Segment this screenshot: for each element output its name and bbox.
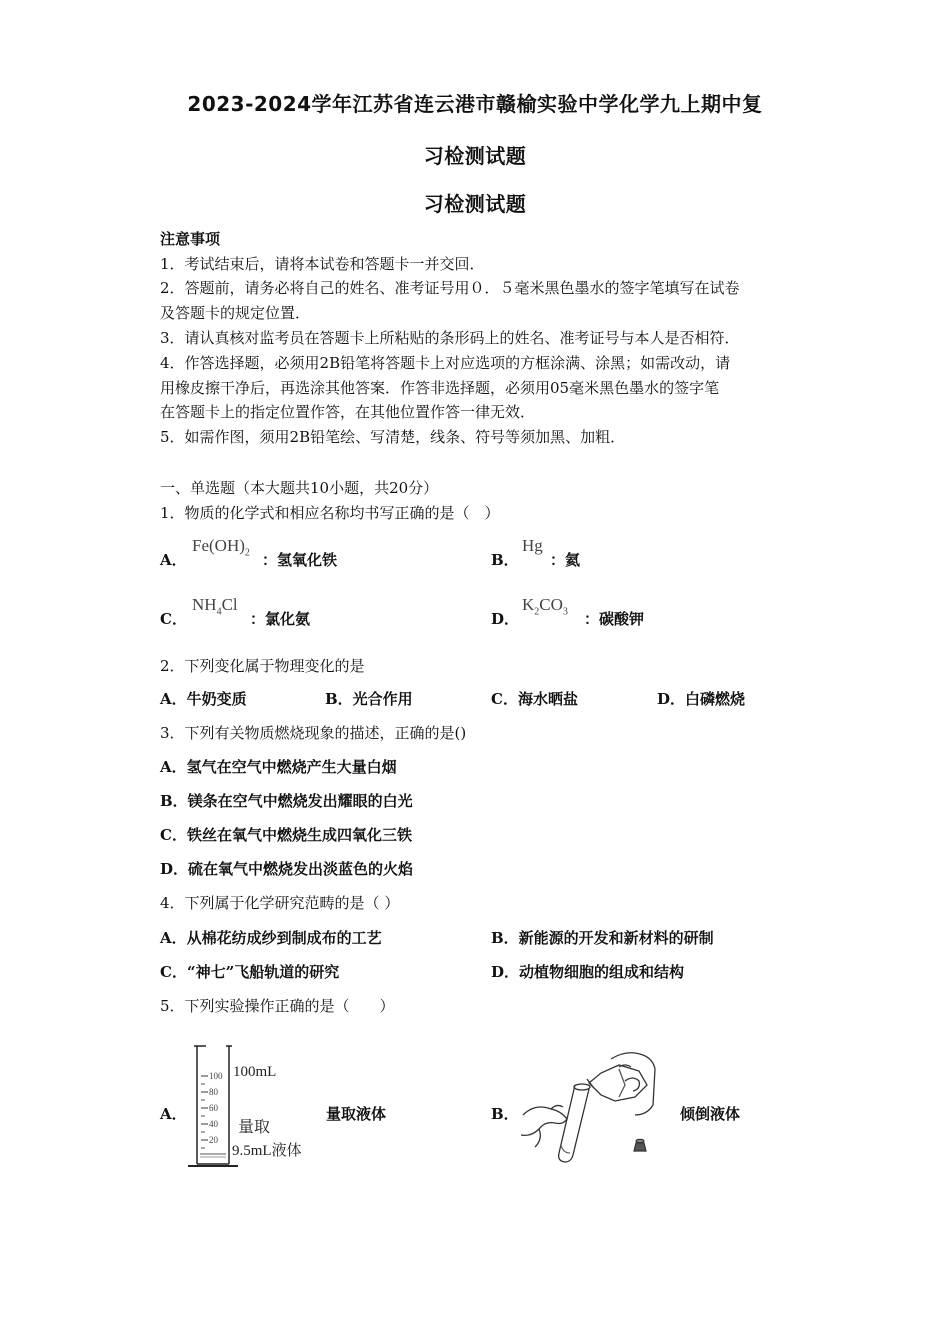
notice-heading: 注意事项 [160,230,221,248]
q3-option-a: A．氢气在空气中燃烧产生大量白烟 [160,758,397,776]
question-5-stem: 5．下列实验操作正确的是（ ） [160,997,395,1015]
q1-option-c-name: ：氯化氨 [250,610,311,628]
q1-option-c-label: C． [160,610,187,628]
question-3-stem: 3．下列有关物质燃烧现象的描述，正确的是() [160,724,467,742]
q1-option-d-name: ：碳酸钾 [584,610,645,628]
exam-title-line2: 习检测试题 [423,144,527,168]
notice-item: 5．如需作图，须用2B铅笔绘、写清楚，线条、符号等须加黑、加粗． [160,428,626,446]
notice-item: 在答题卡上的指定位置作答，在其他位置作答一律无效． [160,403,536,421]
question-2-stem: 2．下列变化属于物理变化的是 [160,657,365,675]
q1-option-d-label: D． [491,610,520,628]
q1-option-c-formula: $NH_4Cl$ [192,595,238,618]
cylinder-note-line2: 9.5mL液体 [232,1143,302,1159]
question-1-stem: 1．物质的化学式和相应名称均书写正确的是（ ） [160,504,500,522]
q1-option-a-name: ：氢氧化铁 [262,551,338,569]
q3-option-c: C．铁丝在氧气中燃烧生成四氧化三铁 [160,826,412,844]
q1-option-a-label: A． [160,551,187,569]
q5-option-a-label: A． [160,1105,187,1123]
q4-option-b: B．新能源的开发和新材料的研制 [491,929,714,947]
q4-option-a: A．从棉花纺成纱到制成布的工艺 [160,929,382,947]
notice-item: 及答题卡的规定位置． [160,304,311,322]
notice-item: 用橡皮擦干净后，再选涂其他答案．作答非选择题，必须用05毫米黑色墨水的签字笔 [160,379,720,397]
cylinder-tick-label: 20 [209,1135,218,1145]
q3-option-b: B．镁条在空气中燃烧发出耀眼的白光 [160,792,413,810]
q4-option-d: D．动植物细胞的组成和结构 [491,963,685,981]
bottle-stopper-icon [634,1139,646,1151]
notice-item: 3．请认真核对监考员在答题卡上所粘贴的条形码上的姓名、准考证号与本人是否相符． [160,329,740,347]
q1-option-b-label: B． [491,551,519,569]
q5-option-b-label: B． [491,1105,519,1123]
cylinder-tick-label: 40 [209,1119,218,1129]
exam-title-line1: 2023-2024学年江苏省连云港市赣榆实验中学化学九上期中复 [187,92,763,116]
q4-option-c: C．“神七”飞船轨道的研究 [160,963,340,981]
notice-item: 1．考试结束后，请将本试卷和答题卡一并交回． [160,255,485,273]
graduated-cylinder-figure [180,1042,330,1172]
notice-item: 2．答题前，请务必将自己的姓名、准考证号用０．５毫米黑色墨水的签字笔填写在试卷 [160,279,740,297]
notice-item: 4．作答选择题，必须用2B铅笔将答题卡上对应选项的方框涂满、涂黑；如需改动，请 [160,354,731,372]
q1-option-b-name: ：氦 [550,551,581,569]
q1-option-a-formula: $Fe(OH)_2$ [192,536,250,559]
cylinder-tick-label: 100 [209,1071,223,1081]
q2-option-a: A．牛奶变质 [160,690,247,708]
q2-option-b: B．光合作用 [325,690,413,708]
q1-option-d-formula: $K_2CO_3$ [522,595,568,618]
pouring-liquid-figure [515,1045,665,1165]
q5-option-a-caption: 量取液体 [326,1105,387,1123]
cylinder-tick-label: 60 [209,1103,218,1113]
q2-option-c: C．海水晒盐 [491,690,578,708]
cylinder-volume-label: 100mL [233,1064,277,1080]
q1-option-b-formula: Hg [522,536,543,555]
question-4-stem: 4．下列属于化学研究范畴的是（ ） [160,894,400,912]
cylinder-note-line1: 量取 [238,1119,271,1136]
exam-title-line3: 习检测试题 [423,192,527,216]
section-heading: 一、单选题（本大题共10小题，共20分） [160,479,439,497]
q3-option-d: D．硫在氧气中燃烧发出淡蓝色的火焰 [160,860,414,878]
cylinder-tick-label: 80 [209,1087,218,1097]
q2-option-d: D．白磷燃烧 [657,690,746,708]
q5-option-b-caption: 倾倒液体 [680,1105,741,1123]
